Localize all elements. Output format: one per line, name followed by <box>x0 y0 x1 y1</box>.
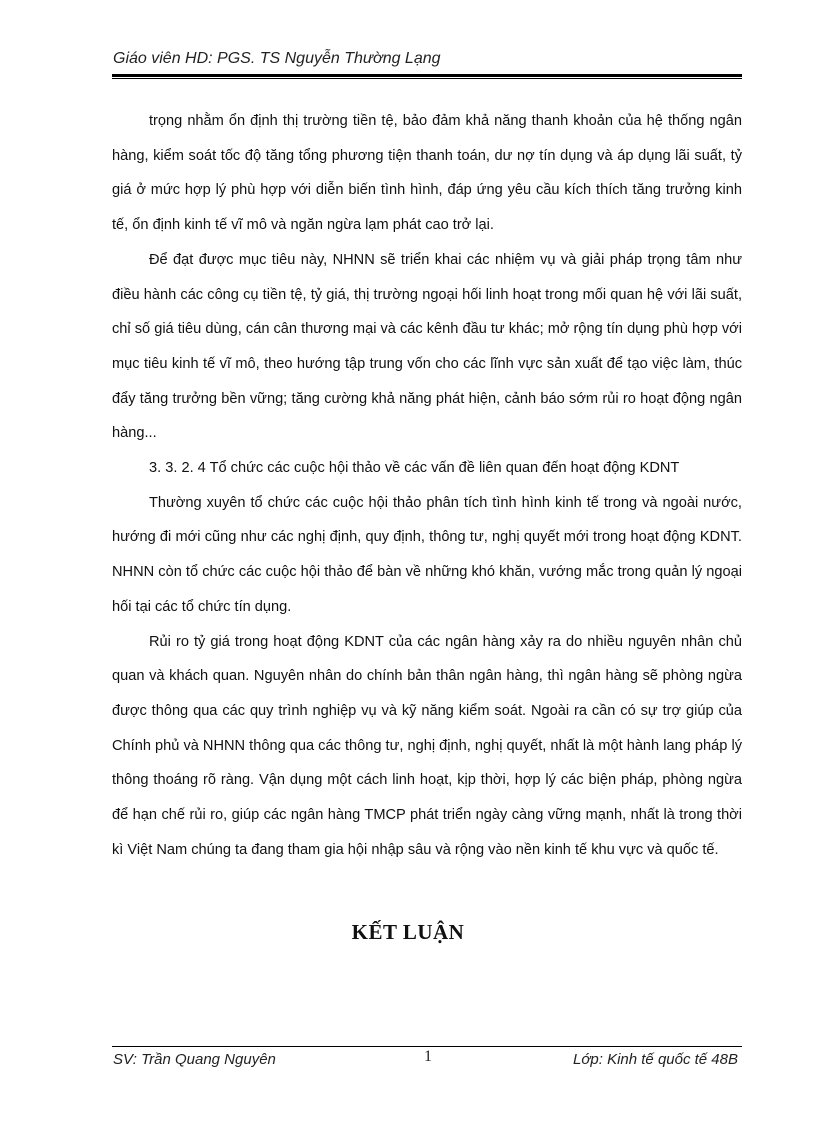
paragraph-risk-summary: Rủi ro tỷ giá trong hoạt động KDNT của các ngân hàng xảy ra do nhiều nguyên nhân chủ quan và khách quan. Nguyên nhân do chính bản thân ngân hàng, thì ngân hàng sẽ phòng ngừa được thông qua các quy trình nghiệp vụ và kỹ năng kiểm soát. Ngoài ra cần có sự trợ giúp của Chính phủ và NHNN thông qua các thông tư, nghị định, nghị quyết, nhất là một hành lang pháp lý thông thoáng rõ ràng. Vận dụng một cách linh hoạt, kịp thời, hợp lý các biện pháp, phòng ngừa để hạn chế rủi ro, giúp các ngân hàng TMCP phát triển ngày càng vững mạnh, nhất là trong thời kì Việt Nam chúng ta đang tham gia hội nhập sâu và rộng vào nền kinh tế khu vực và quốc tế. <box>112 633 742 858</box>
footer-divider <box>112 1046 742 1047</box>
conclusion-heading: KẾT LUẬN <box>351 920 465 944</box>
paragraph-continuation: trọng nhằm ổn định thị trường tiền tệ, bảo đảm khả năng thanh khoản của hệ thống ngân hàng, kiểm soát tốc độ tăng tổng phương tiện thanh toán, dư nợ tín dụng và áp dụng lãi suất, tỷ giá ở mức hợp lý phù hợp với diễn biến tình hình, đáp ứng yêu cầu kích thích tăng trưởng kinh tế, ổn định kinh tế vĩ mô và ngăn ngừa lạm phát cao trở lại. <box>112 113 742 234</box>
header-divider <box>112 74 742 79</box>
document-body <box>112 104 742 867</box>
footer-student: SV: Trần Quang Nguyên <box>113 1051 276 1068</box>
page-header: Giáo viên HD: PGS. TS Nguyễn Thường Lạng <box>113 50 441 67</box>
paragraph-seminars: Thường xuyên tổ chức các cuộc hội thảo phân tích tình hình kinh tế trong và ngoài nước, hướng đi mới cũng như các nghị định, quy định, thông tư, nghị quyết mới trong hoạt động KDNT. NHNN còn tổ chức các cuộc hội thảo để bàn về những khó khăn, vướng mắc trong quản lý ngoại hối tại các tổ chức tín dụng. <box>112 494 742 615</box>
paragraph-objectives: Để đạt được mục tiêu này, NHNN sẽ triển khai các nhiệm vụ và giải pháp trọng tâm như điều hành các công cụ tiền tệ, tỷ giá, thị trường ngoại hối linh hoạt trong mối quan hệ với lãi suất, chỉ số giá tiêu dùng, cán cân thương mại và các kênh đầu tư khác; mở rộng tín dụng phù hợp với mục tiêu kinh tế vĩ mô, theo hướng tập trung vốn cho các lĩnh vực sản xuất để tạo việc làm, thúc đẩy tăng trưởng bền vững; tăng cường khả năng phát hiện, cảnh báo sớm rủi ro hoạt động ngân hàng... <box>112 251 742 442</box>
footer-class: Lớp: Kinh tế quốc tế 48B <box>572 1051 738 1068</box>
section-heading-3-3-2-4: 3. 3. 2. 4 Tổ chức các cuộc hội thảo về các vấn đề liên quan đến hoạt động KDNT <box>149 460 680 477</box>
page-number: 1 <box>424 1048 432 1065</box>
